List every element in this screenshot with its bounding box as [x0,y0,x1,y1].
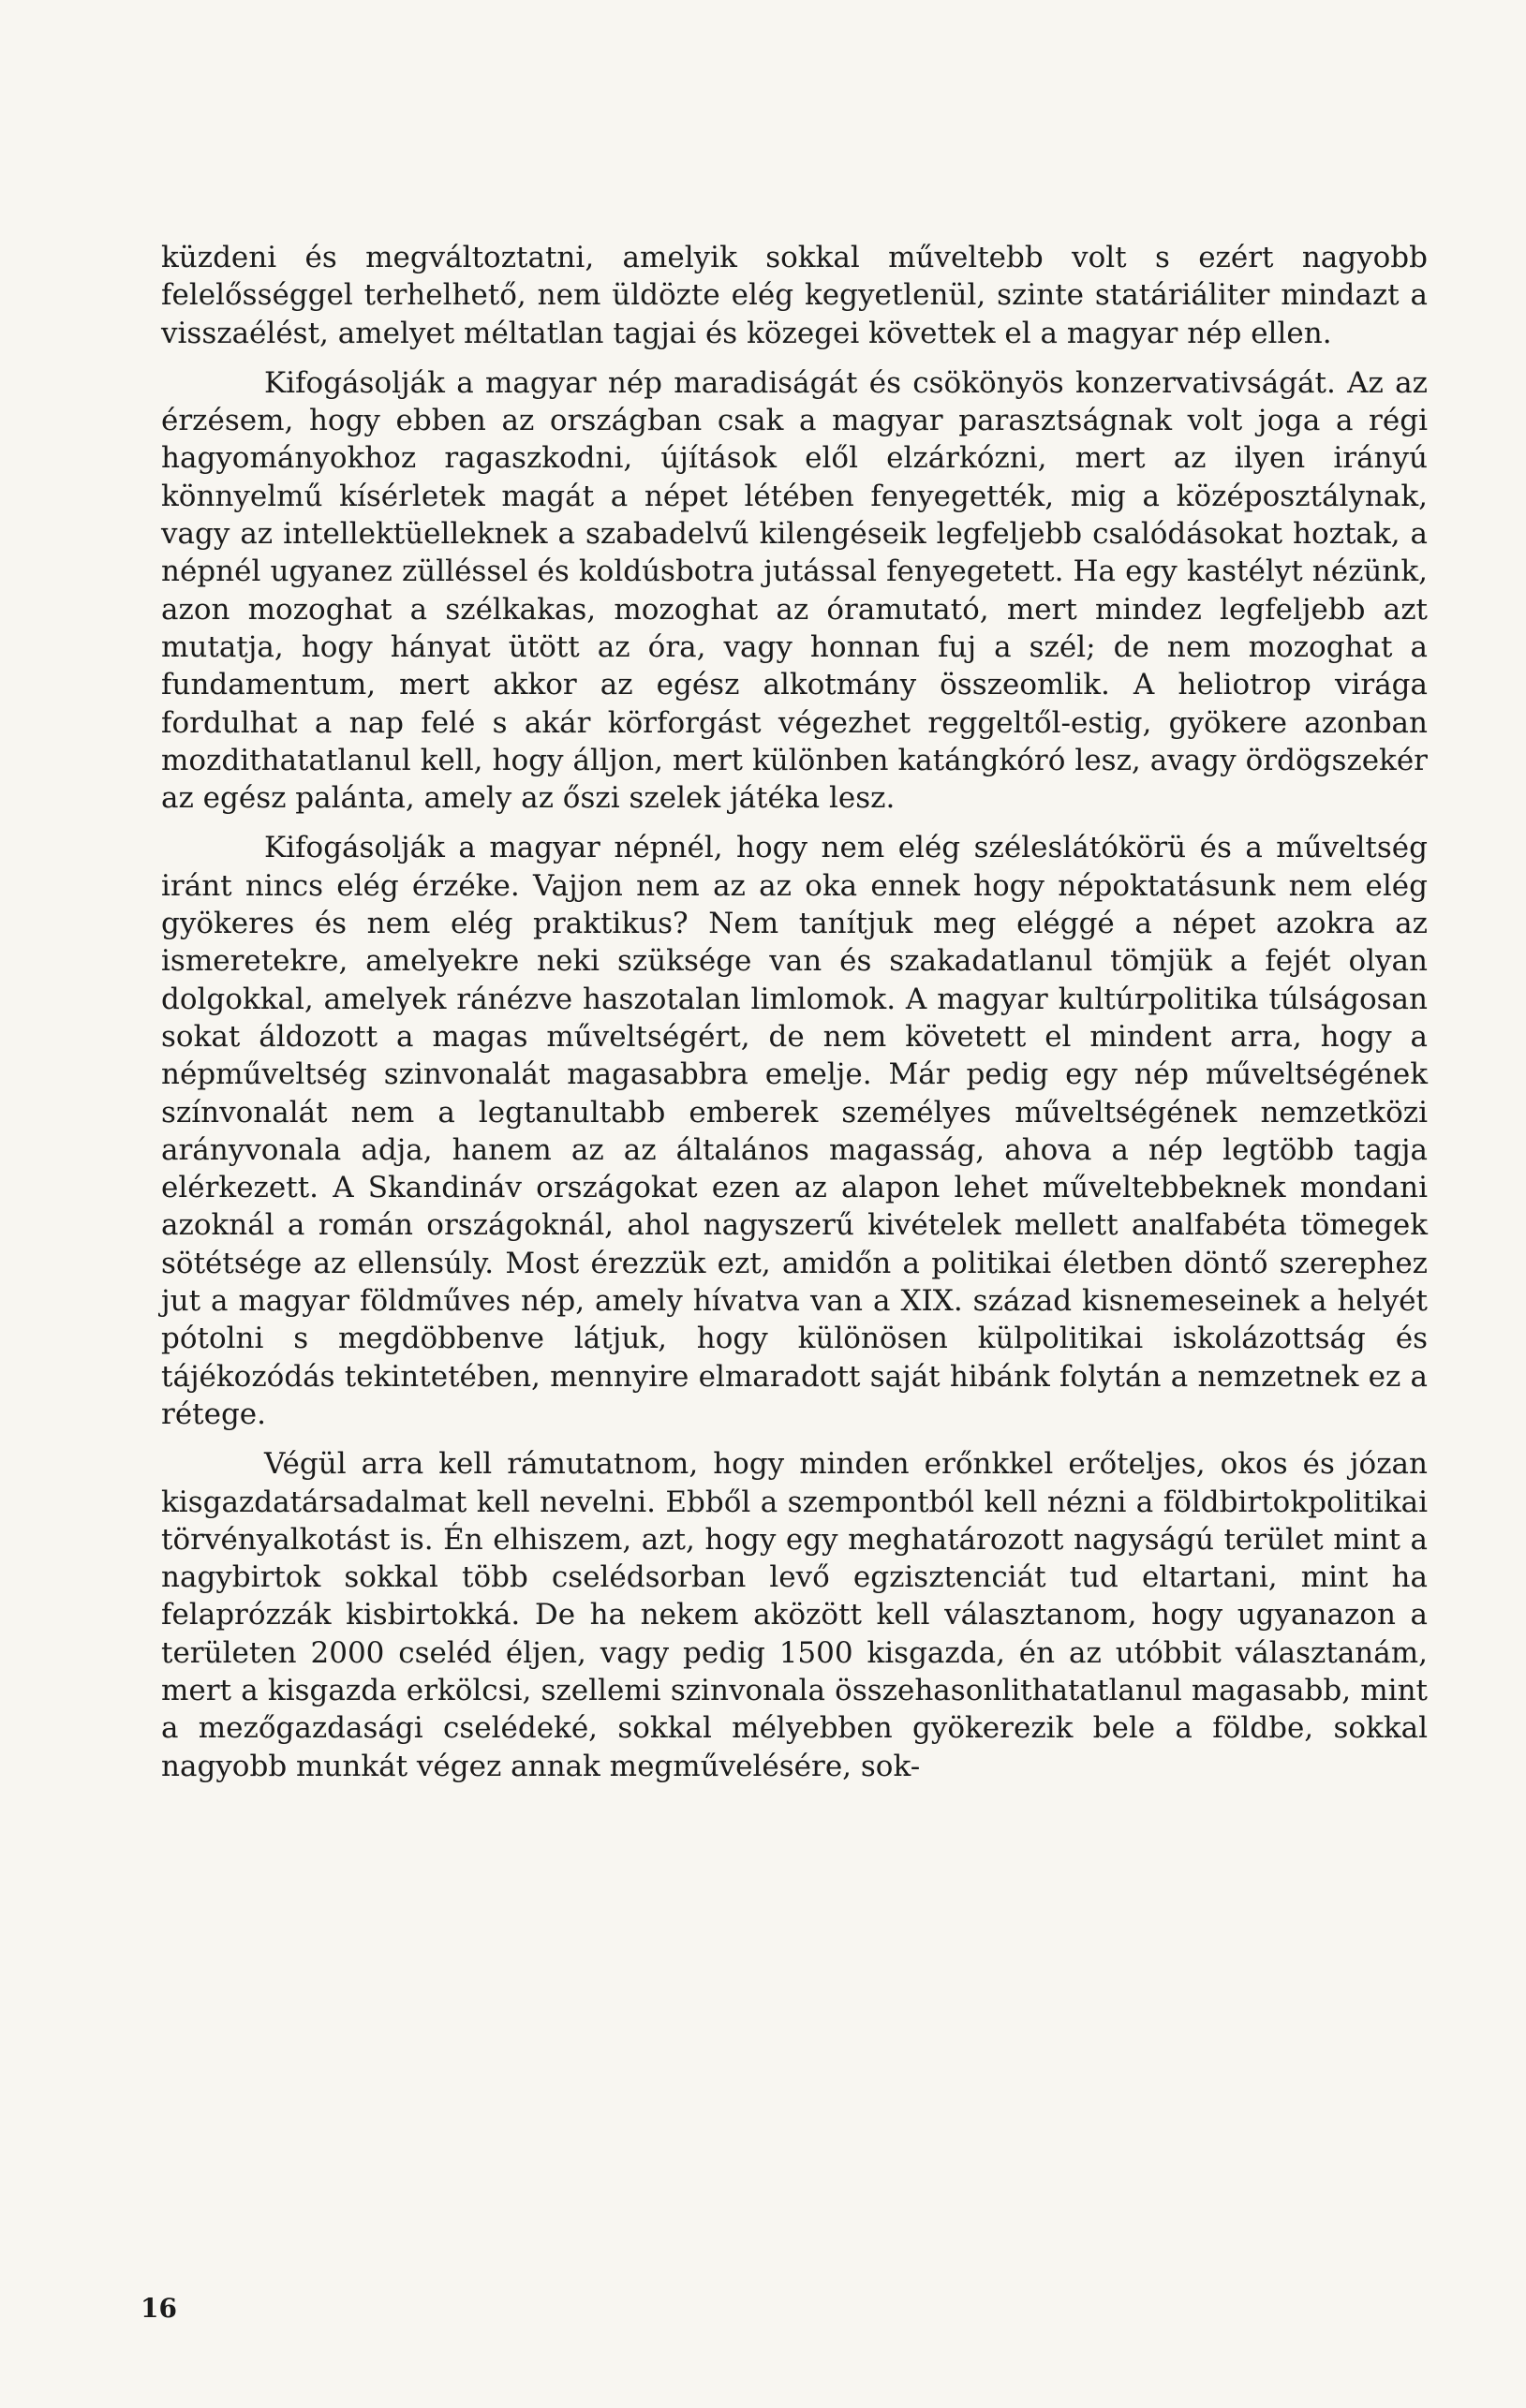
paragraph-3: Kifogásolják a magyar népnél, hogy nem elég széleslátókörü és a műveltség iránt nincs elég érzéke. Vajjon nem az az oka ennek hogy népoktatásunk nem elég gyökeres és nem elég praktikus? Nem tanítjuk meg eléggé a népet azokra az ismeretekre, amelyekre neki szüksége van és szakadatlanul tömjük a fejét olyan dolgokkal, amelyek ránézve haszotalan limlomok. A magyar kultúrpolitika túlságosan sokat áldozott a magas műveltségért, de nem követett el mindent arra, hogy a népműveltség szinvonalát magasabbra emelje. Már pedig egy nép műveltségének színvonalát nem a legtanultabb emberek személyes műveltségének nemzetközi arányvonala adja, hanem az az általános magasság, ahova a nép legtöbb tagja elérkezett. A Skandináv országokat ezen az alapon lehet műveltebbeknek mondani azoknál a román országoknál, ahol nagyszerű kivételek mellett analfabéta tömegek sötétsége az ellensúly. Most érezzük ezt, amidőn a politikai életben döntő szerephez jut a magyar földműves nép, amely hívatva van a XIX. század kisnemeseinek a helyét pótolni s megdöbbenve látjuk, hogy különösen külpolitikai iskolázottság és tájékozódás tekintetében, mennyire elmaradott saját hibánk folytán a nemzetnek ez a rétege. [161,831,1428,1431]
paragraph-1: küzdeni és megváltoztatni, amelyik sokkal műveltebb volt s ezért nagyobb felelősséggel terhelhető, nem üldözte elég kegyetlenül, szinte statáriáliter mindazt a visszaélést, amelyet méltatlan tagjai és közegei követtek el a magyar nép ellen. [161,241,1428,350]
body-text [161,239,1428,1797]
paragraph-2: Kifogásolják a magyar nép maradiságát és csökönyös konzervativságát. Az az érzésem, hogy ebben az országban csak a magyar parasztságnak volt joga a régi hagyományokhoz ragaszkodni, újítások elől elzárkózni, mert az ilyen irányú könnyelmű kísérletek magát a népet létében fenyegették, mig a középosztálynak, vagy az intellektüelleknek a szabadelvű kilengéseik legfeljebb csalódásokat hoztak, a népnél ugyanez zülléssel és koldúsbotra jutással fenyegetett. Ha egy kastélyt nézünk, azon mozoghat a szélkakas, mozoghat az óramutató, mert mindez legfeljebb azt mutatja, hogy hányat ütött az óra, vagy honnan fuj a szél; de nem mozoghat a fundamentum, mert akkor az egész alkotmány összeomlik. A heliotrop virága fordulhat a nap felé s akár körforgást végezhet reggeltől-estig, gyökere azonban mozdithatatlanul kell, hogy álljon, mert különben katángkóró lesz, avagy ördögszekér az egész palánta, amely az őszi szelek játéka lesz. [161,365,1428,816]
paragraph-4: Végül arra kell rámutatnom, hogy minden erőnkkel erőteljes, okos és józan kisgazdatársadalmat kell nevelni. Ebből a szempontból kell nézni a földbirtokpolitikai törvényalkotást is. Én elhiszem, azt, hogy egy meghatározott nagyságú terület mint a nagybirtok sokkal több cselédsorban levő egzisztenciát tud eltartani, mint ha felaprózzák kisbirtokká. De ha nekem aközött kell választanom, hogy ugyanazon a területen 2000 cseléd éljen, vagy pedig 1500 kisgazda, én az utóbbit választanám, mert a kisgazda erkölcsi, szellemi szinvonala összehasonlithatatlanul magasabb, mint a mezőgazdasági cselédeké, sokkal mélyebben gyökerezik bele a földbe, sokkal nagyobb munkát végez annak megművelésére, sok- [161,1447,1428,1783]
page-number: 16 [141,2293,177,2324]
